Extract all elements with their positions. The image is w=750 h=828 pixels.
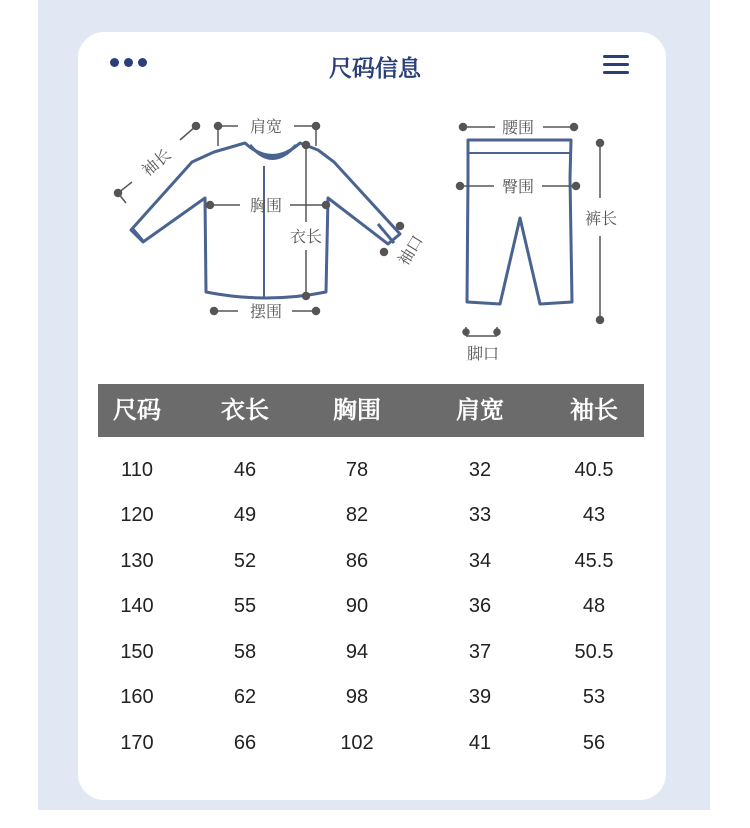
table-cell: 48: [582, 595, 606, 617]
table-cell: 160: [120, 686, 154, 708]
label-leg-opening: 脚口: [466, 344, 500, 363]
label-waist: 腰围: [501, 118, 535, 137]
table-row: [0, 637, 750, 667]
header-shoulder: 肩宽: [456, 396, 504, 424]
table-cell: 49: [233, 504, 257, 526]
table-cell: 55: [233, 595, 257, 617]
table-cell: 120: [120, 504, 154, 526]
table-cell: 102: [340, 732, 374, 754]
pants-illustration: [467, 140, 572, 304]
table-cell: 39: [468, 686, 492, 708]
header-length: 衣长: [221, 396, 269, 424]
table-cell: 98: [345, 686, 369, 708]
table-cell: 46: [233, 459, 257, 481]
jacket-illustration: [131, 143, 400, 298]
label-hem: 摆围: [249, 302, 283, 321]
table-row: [0, 500, 750, 530]
table-cell: 94: [345, 641, 369, 663]
header-chest: 胸围: [333, 396, 381, 424]
table-cell: 78: [345, 459, 369, 481]
label-chest: 胸围: [249, 196, 283, 215]
table-cell: 34: [468, 550, 492, 572]
table-cell: 130: [120, 550, 154, 572]
table-cell: 45.5: [574, 550, 614, 572]
table-cell: 140: [120, 595, 154, 617]
table-cell: 52: [233, 550, 257, 572]
table-cell: 90: [345, 595, 369, 617]
table-row: [0, 728, 750, 758]
table-row: [0, 455, 750, 485]
table-cell: 110: [121, 459, 153, 481]
table-cell: 62: [233, 686, 257, 708]
page-title: 尺码信息: [329, 56, 421, 82]
label-sleeve-length: 袖长: [137, 144, 175, 180]
label-hip: 臀围: [501, 177, 535, 196]
table-cell: 36: [468, 595, 492, 617]
header-size: 尺码: [113, 396, 161, 424]
table-cell: 43: [582, 504, 606, 526]
label-shoulder-width: 肩宽: [249, 117, 283, 136]
table-row: [0, 546, 750, 576]
table-cell: 50.5: [574, 641, 614, 663]
size-diagram: [0, 0, 750, 380]
table-cell: 82: [345, 504, 369, 526]
header-sleeve: 袖长: [570, 396, 618, 424]
table-row: [0, 591, 750, 621]
table-cell: 53: [582, 686, 606, 708]
label-cuff: 袖口: [393, 231, 427, 269]
table-cell: 56: [582, 732, 606, 754]
table-cell: 41: [468, 732, 492, 754]
table-cell: 32: [468, 459, 492, 481]
table-cell: 150: [120, 641, 154, 663]
table-cell: 37: [468, 641, 492, 663]
label-pants-length: 裤长: [584, 209, 618, 228]
table-cell: 86: [345, 550, 369, 572]
table-row: [0, 682, 750, 712]
table-cell: 170: [120, 732, 154, 754]
label-length: 衣长: [289, 227, 323, 246]
table-cell: 58: [233, 641, 257, 663]
table-cell: 66: [233, 732, 257, 754]
table-cell: 33: [468, 504, 492, 526]
table-cell: 40.5: [574, 459, 614, 481]
